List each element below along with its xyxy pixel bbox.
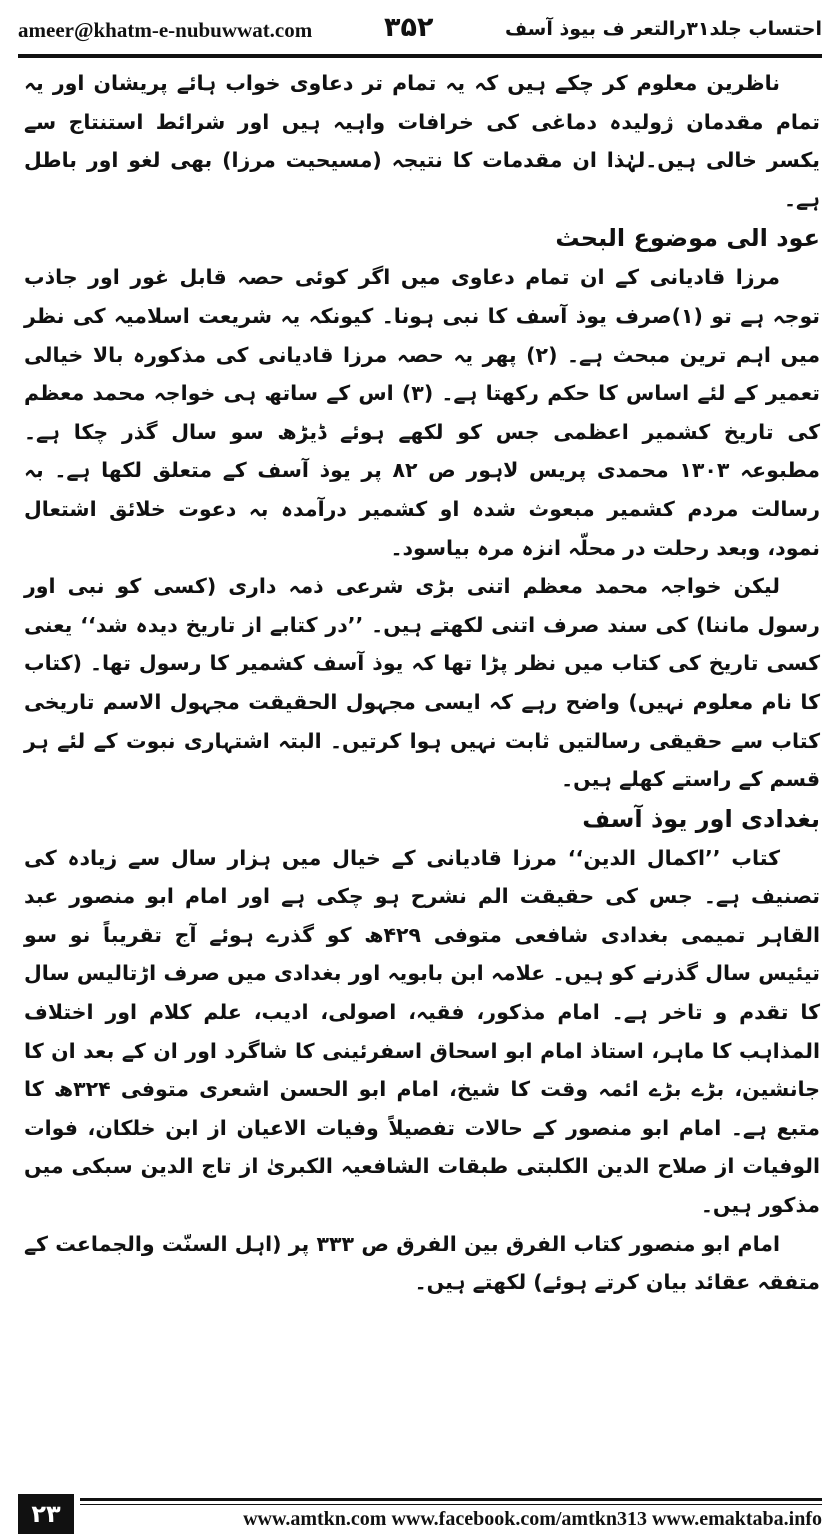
header-rule (18, 54, 822, 58)
paragraph-claims: مرزا قادیانی کے ان تمام دعاوی میں اگر کوئی حصہ قابل غور اور جاذب توجہ ہے تو (۱)صرف یوذ آسف کا نبی ہونا۔ کیونکہ یہ شریعت اسلامیہ کی نظر میں اہم ترین مبحث ہے۔ (۲) پھر یہ حصہ مرزا قادیانی کی مذکورہ بالا خیالی تعمیر کے لئے اساس کا حکم رکھتا ہے۔ (۳) اس کے ساتھ ہی خواجہ محمد معظم کی تاریخ کشمیر اعظمی جس کو لکھے ہوئے ڈیڑھ سو سال گذر چکا ہے۔ مطبوعہ ۱۳۰۳ محمدی پریس لاہور ص ۸۲ پر یوذ آسف کے متعلق لکھا ہے۔ بہ رسالت مردم کشمیر مبعوث شدہ او کشمیر درآمدہ بہ دعوت خلائق اشتعال نمود، وبعد رحلت در محلّہ انزہ مرہ بیاسود۔ (24, 265, 821, 560)
paragraph-ikmal-al-din: کتاب ’’اکمال الدین‘‘ مرزا قادیانی کے خیال میں ہزار سال سے زیادہ کی تصنیف ہے۔ جس کی حقیقت الم نشرح ہو چکی ہے اور امام ابو منصور عبد القاہر تمیمی بغدادی شافعی متوفی ۴۲۹ھ کو گذرے ہوئے آج تقریباً نو سو تیئیس سال گذرنے کو ہیں۔ علامہ ابن بابویہ اور بغدادی میں صرف اڑتالیس سال کا تقدم و تاخر ہے۔ امام مذکور، فقیہ، اصولی، ادیب، علم کلام اور اختلاف المذاہب کا ماہر، استاذ امام ابو اسحاق اسفرئینی کا شاگرد اور ان کے بعد ان کا جانشین، بڑے بڑے ائمہ وقت کا شیخ، امام ابو الحسن اشعری متوفی ۳۲۴ھ کا متبع ہے۔ امام ابو منصور کے حالات تفصیلاً وفیات الاعیان از ابن خلکان، فوات الوفیات از صلاح الدین الکلبتی طبقات الشافعیہ الکبریٰ از تاج الدین سبکی میں مذکور ہیں۔ (24, 845, 820, 1218)
paragraph-khwaja-muazzam: لیکن خواجہ محمد معظم اتنی بڑی شرعی ذمہ داری (کسی کو نبی اور رسول ماننا) کی سند صرف اتنی لکھتے ہیں۔ ’’در کتابے از تاریخ دیدہ شد‘‘ یعنی کسی تاریخ کی کتاب میں نظر پڑا تھا کہ یوذ آسف کشمیر کا رسول تھا۔ (کتاب کا نام معلوم نہیں) واضح رہے کہ ایسی مجہول الحقیقت مجہول الاسم تاریخی کتاب سے حقیقی رسالتیں ثابت نہیں ہوا کرتیں۔ البتہ اشتہاری نبوت کے لئے ہر قسم کے راستے کھلے ہیں۔ (24, 574, 820, 792)
page-footer (18, 1494, 822, 1536)
paragraph-intro: ناظرین معلوم کر چکے ہیں کہ یہ تمام تر دعاوی خواب ہائے پریشان اور یہ تمام مقدمان ژولیدہ دماغی کی خرافات واہیہ ہیں اور شرائط استنتاج سے یکسر خالی ہیں۔لہٰذا ان مقدمات کا نتیجہ (مسیحیت مرزا) بھی لغو اور باطل ہے۔ (24, 71, 820, 211)
footer-links: www.amtkn.com www.facebook.com/amtkn313 www.emaktaba.info (243, 1508, 822, 1530)
footer-page-number: ۲۳ (18, 1494, 74, 1534)
header-page-number: ۳۵۲ (384, 12, 434, 43)
body-text (24, 64, 820, 1302)
page-header (18, 12, 822, 52)
footer-rule (80, 1498, 822, 1501)
heading-baghdadi: بغدادی اور یوذ آسف (582, 804, 820, 833)
footer-rule-thin (80, 1504, 822, 1505)
paragraph-al-farq: امام ابو منصور کتاب الفرق بین الفرق ص ۳۳۳ پر (اہل السنّت والجماعت کے متفقہ عقائد بیان کرتے ہوئے) لکھتے ہیں۔ (24, 1231, 820, 1295)
header-book-title: احتساب جلد۳۱رالتعر ف بیوذ آسف (505, 18, 822, 40)
heading-return-to-topic: عود الی موضوع البحث (555, 224, 820, 253)
header-email: ameer@khatm-e-nubuwwat.com (18, 18, 313, 42)
